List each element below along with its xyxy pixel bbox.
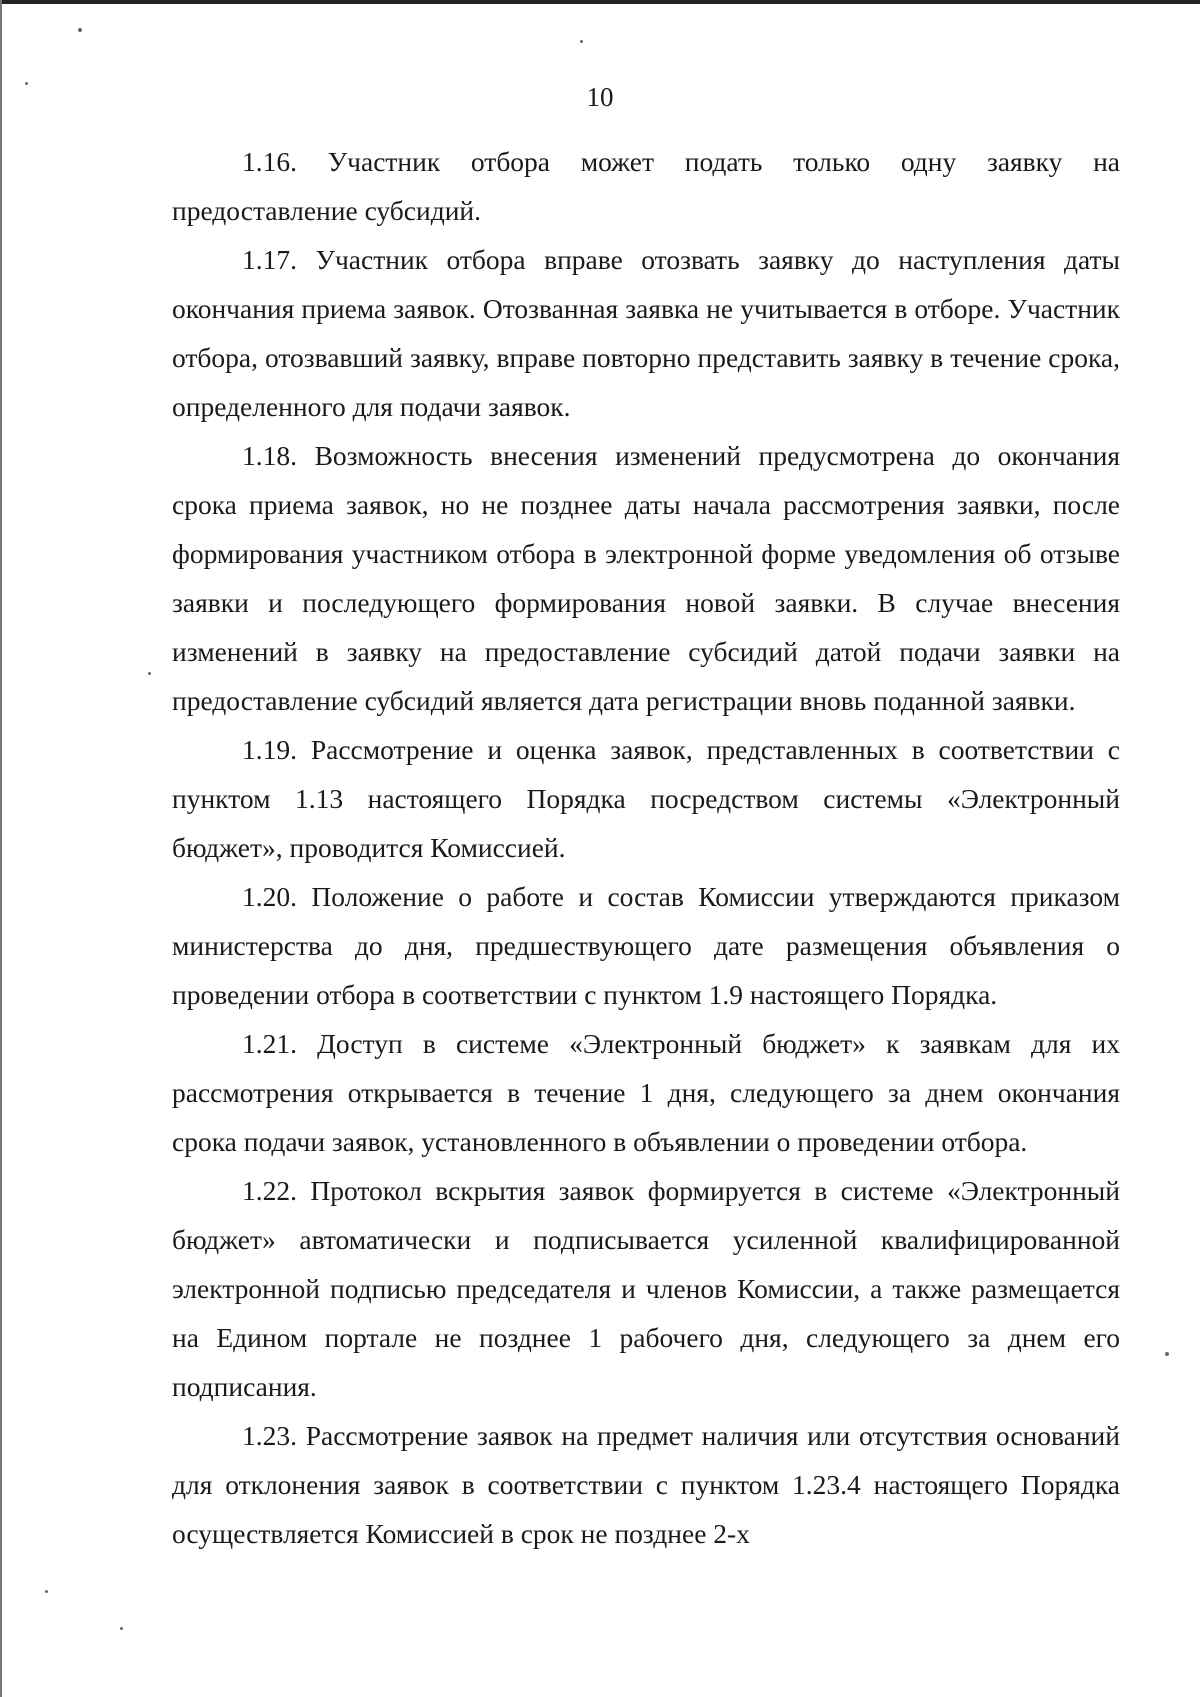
scan-speck <box>45 1590 48 1593</box>
paragraph-1-22: 1.22. Протокол вскрытия заявок формируется в системе «Электронный бюджет» автоматически и подписывается усиленной квалифицированной электронной подписью председателя и членов Комиссии, а также размещается на Едином портале не позднее 1 рабочего дня, следующего за днем его подписания. <box>172 1175 1120 1402</box>
scan-top-edge <box>0 0 1200 4</box>
scan-speck <box>120 1627 123 1630</box>
paragraph-1-16: 1.16. Участник отбора может подать только одну заявку на предоставление субсидий. <box>172 146 1120 226</box>
scan-left-edge <box>0 0 2 1697</box>
scan-speck <box>78 28 82 32</box>
paragraph-1-18: 1.18. Возможность внесения изменений предусмотрена до окончания срока приема заявок, но не позднее даты начала рассмотрения заявки, после формирования участником отбора в электронной форме уведомления об отзыве заявки и последующего формирования новой заявки. В случае внесения изменений в заявку на предоставление субсидий датой подачи заявки на предоставление субсидий является дата регистрации вновь поданной заявки. <box>172 440 1120 716</box>
scan-speck <box>1165 1352 1169 1356</box>
page-number: 10 <box>586 82 614 112</box>
paragraph-1-17: 1.17. Участник отбора вправе отозвать заявку до наступления даты окончания приема заявок. Отозванная заявка не учитывается в отборе. Участник отбора, отозвавший заявку, вправе повторно представить заявку в течение срока, определенного для подачи заявок. <box>172 244 1120 422</box>
scan-speck <box>25 82 28 85</box>
scan-speck <box>580 40 583 43</box>
scan-speck <box>148 672 151 675</box>
paragraph-1-21: 1.21. Доступ в системе «Электронный бюджет» к заявкам для их рассмотрения открывается в течение 1 дня, следующего за днем окончания срока подачи заявок, установленного в объявлении о проведении отбора. <box>172 1028 1120 1157</box>
paragraph-1-20: 1.20. Положение о работе и состав Комиссии утверждаются приказом министерства до дня, предшествующего дате размещения объявления о проведении отбора в соответствии с пунктом 1.9 настоящего Порядка. <box>172 881 1120 1010</box>
document-body <box>172 137 1120 1558</box>
paragraph-1-19: 1.19. Рассмотрение и оценка заявок, представленных в соответствии с пунктом 1.13 настоящего Порядка посредством системы «Электронный бюджет», проводится Комиссией. <box>172 734 1120 863</box>
paragraph-1-23: 1.23. Рассмотрение заявок на предмет наличия или отсутствия оснований для отклонения заявок в соответствии с пунктом 1.23.4 настоящего Порядка осуществляется Комиссией в срок не позднее 2-х <box>172 1420 1120 1549</box>
